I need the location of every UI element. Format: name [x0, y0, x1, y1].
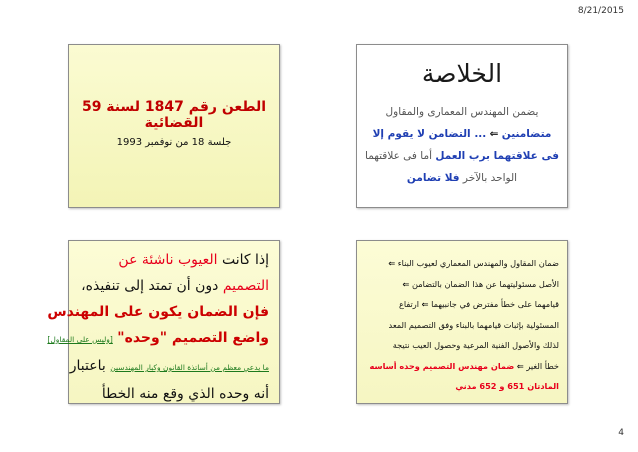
defects-line-3: فإن الضمان يكون على المهندس: [47, 304, 269, 320]
arrow-icon: ⇐: [388, 258, 396, 268]
summary-body: [363, 101, 561, 189]
defects-line-4: [47, 325, 269, 353]
guarantee-lifting: ارتفاع: [398, 299, 419, 309]
defects-designer-alone: واضع التصميم "وحده": [117, 330, 269, 346]
summary-relation-between: أما فى علاقتهما: [365, 150, 433, 162]
summary-relation-owner: فى علاقتهما برب العمل: [435, 150, 559, 162]
guarantee-line-3: [365, 294, 559, 315]
guarantee-intro: ضمان المقاول والمهندس المعماري لعيوب البناء: [397, 258, 559, 268]
summary-line-2: [363, 123, 561, 145]
defects-line-6: أنه وحده الذي وقع منه الخطأ: [101, 386, 269, 402]
summary-solidary: متضامنين: [501, 128, 552, 140]
guarantee-line-1: [365, 253, 559, 274]
defects-considering: باعتبار: [69, 358, 106, 374]
date-header: 8/21/2015: [577, 6, 624, 16]
summary-no-solidarity: فلا تضامن: [406, 172, 460, 184]
summary-line-3: [363, 145, 561, 167]
guarantee-line-4: المسئولية بإثبات قيامهما بالبناء وفق التصميم المعد: [388, 319, 559, 330]
slide-design-defects: [47, 240, 280, 404]
session-date: جلسة 18 من نوفمبر 1993: [116, 137, 232, 148]
defects-line-1: [75, 247, 269, 273]
summary-solidarity-clause: ... التضامن لا يقوم إلا: [372, 128, 487, 140]
design-defects-body: [47, 247, 269, 407]
guarantee-articles: المادتان 651 و 652 مدني: [455, 381, 559, 391]
summary-line-4: [363, 167, 561, 189]
arrow-icon: ⇐: [402, 278, 410, 289]
defects-if: إذا كانت: [221, 252, 269, 268]
arrow-icon: ⇐: [516, 360, 524, 371]
guarantee-designer-basis: ضمان مهندس التصميم وحده أساسه: [369, 360, 515, 371]
slide-summary: [356, 44, 568, 208]
guarantee-line-2: [365, 274, 559, 295]
guarantee-principle: الأصل مسئوليتهما عن هذا الضمان بالتضامن: [411, 278, 559, 289]
defects-design: التصميم: [222, 278, 269, 294]
slide-case-number: [68, 44, 280, 208]
guarantee-third-party: خطأ الغير: [526, 360, 559, 371]
defects-without-execution: دون أن تمتد إلى تنفيذه،: [81, 278, 219, 294]
slide-guarantee: [356, 240, 568, 404]
case-title: الطعن رقم 1847 لسنة 59 القضائية: [81, 99, 267, 131]
page-number: 4: [618, 428, 624, 438]
arrow-icon: ⇐: [421, 299, 429, 309]
arrow-icon: ⇐: [489, 128, 499, 140]
summary-each-other: الواحد بالآخر: [462, 172, 518, 184]
defects-line-5: [69, 353, 269, 381]
summary-title: الخلاصة: [421, 59, 503, 88]
defects-arising: العيوب ناشئة عن: [118, 252, 218, 268]
guarantee-line-5: لذلك والأصول الفنية المرعية وحصول العيب نتيجة: [392, 340, 559, 350]
defects-scholars-note: ما يدعي معظم من أساتذة القانون وكبار المهندسين: [110, 363, 269, 372]
guarantee-body: [365, 253, 559, 397]
defects-line-2: [75, 273, 269, 299]
guarantee-presumed-fault: قيامهما على خطأ مفترض في جانبيهما: [431, 299, 559, 309]
defects-not-contractor-note: [وليس على المقاول]: [47, 335, 113, 344]
guarantee-line-6: [365, 356, 559, 377]
summary-line-1: يضمن المهندس المعمارى والمقاول: [385, 106, 539, 118]
